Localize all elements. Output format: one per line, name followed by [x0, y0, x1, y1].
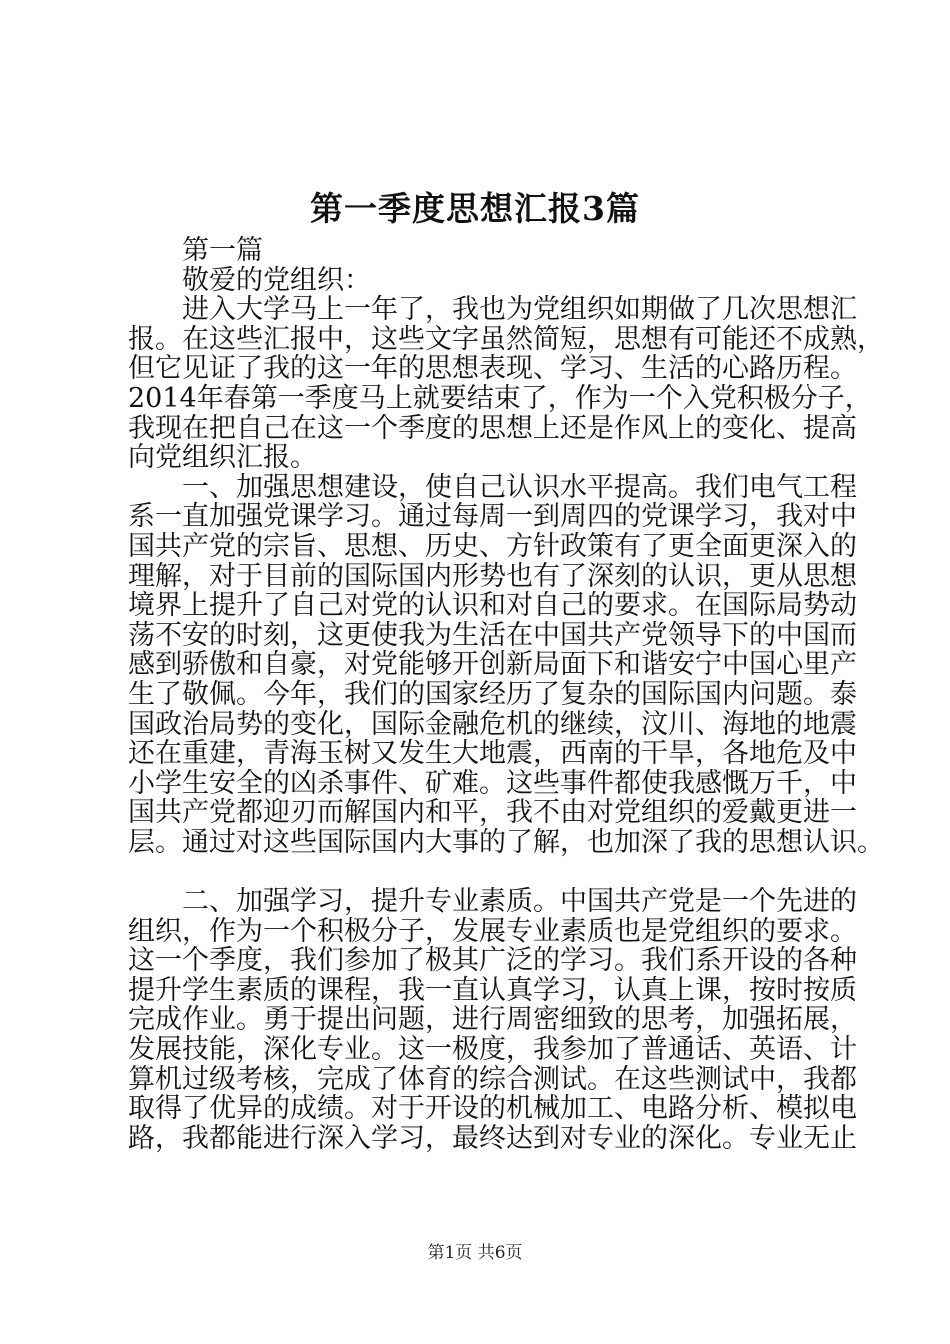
- text-line: 理解，对于目前的国际国内形势也有了深刻的认识，更从思想: [128, 560, 857, 592]
- text-line: 生了敬佩。今年，我们的国家经历了复杂的国际国内问题。泰: [128, 678, 857, 710]
- text-line: 小学生安全的凶杀事件、矿难。这些事件都使我感慨万千，中: [128, 767, 857, 799]
- blank-line: [128, 857, 840, 887]
- text-line: 算机过级考核，完成了体育的综合测试。在这些测试中，我都: [128, 1063, 857, 1095]
- text-line: 荡不安的时刻，这更使我为生活在中国共产党领导下的中国而: [128, 619, 857, 651]
- text-line: 提升学生素质的课程，我一直认真学习，认真上课，按时按质: [128, 974, 857, 1006]
- text-line: 第一篇: [182, 235, 263, 266]
- text-line: 感到骄傲和自豪，对党能够开创新局面下和谐安宁中国心里产: [128, 649, 857, 681]
- document-title: 第一季度思想汇报3篇: [310, 189, 640, 228]
- text-line: 报。在这些汇报中，这些文字虽然简短，思想有可能还不成熟，: [128, 323, 884, 355]
- text-line: 还在重建，青海玉树又发生大地震，西南的干旱，各地危及中: [128, 738, 857, 770]
- text-line: 2014年春第一季度马上就要结束了，作为一个入党积极分子，: [128, 382, 872, 414]
- text-line: 国共产党都迎刃而解国内和平，我不由对党组织的爱戴更进一: [128, 797, 857, 829]
- text-line: 国共产党的宗旨、思想、历史、方针政策有了更全面更深入的: [128, 530, 857, 562]
- text-line: 组织，作为一个积极分子，发展专业素质也是党组织的要求。: [128, 915, 857, 947]
- text-line: 境界上提升了自己对党的认识和对自己的要求。在国际局势动: [128, 590, 857, 622]
- text-line: 系一直加强党课学习。通过每周一到周四的党课学习，我对中: [128, 501, 857, 533]
- document-body: [128, 235, 884, 1154]
- text-line: 取得了优异的成绩。对于开设的机械加工、电路分析、模拟电: [128, 1093, 857, 1125]
- text-line: 我现在把自己在这一个季度的思想上还是作风上的变化、提高: [128, 412, 857, 444]
- text-line: 发展技能，深化专业。这一极度，我参加了普通话、英语、计: [128, 1034, 857, 1066]
- text-line: 向党组织汇报。: [128, 442, 317, 474]
- text-line: 完成作业。勇于提出问题，进行周密细致的思考，加强拓展，: [128, 1004, 857, 1036]
- page-footer: 第1页 共6页: [427, 1243, 523, 1263]
- text-line: 层。通过对这些国际国内大事的了解，也加深了我的思想认识。: [128, 826, 884, 858]
- text-line: 国政治局势的变化，国际金融危机的继续，汶川、海地的地震: [128, 708, 857, 740]
- text-line: 进入大学马上一年了，我也为党组织如期做了几次思想汇: [182, 294, 857, 326]
- text-line: 二、加强学习，提升专业素质。中国共产党是一个先进的: [182, 886, 857, 918]
- text-line: 但它见证了我的这一年的思想表现、学习、生活的心路历程。: [128, 353, 857, 385]
- text-line: 这一个季度，我们参加了极其广泛的学习。我们系开设的各种: [128, 945, 857, 977]
- text-line: 敬爱的党组织：: [182, 264, 371, 296]
- text-line: 一、加强思想建设，使自己认识水平提高。我们电气工程: [182, 471, 857, 503]
- text-line: 路，我都能进行深入学习，最终达到对专业的深化。专业无止: [128, 1122, 857, 1154]
